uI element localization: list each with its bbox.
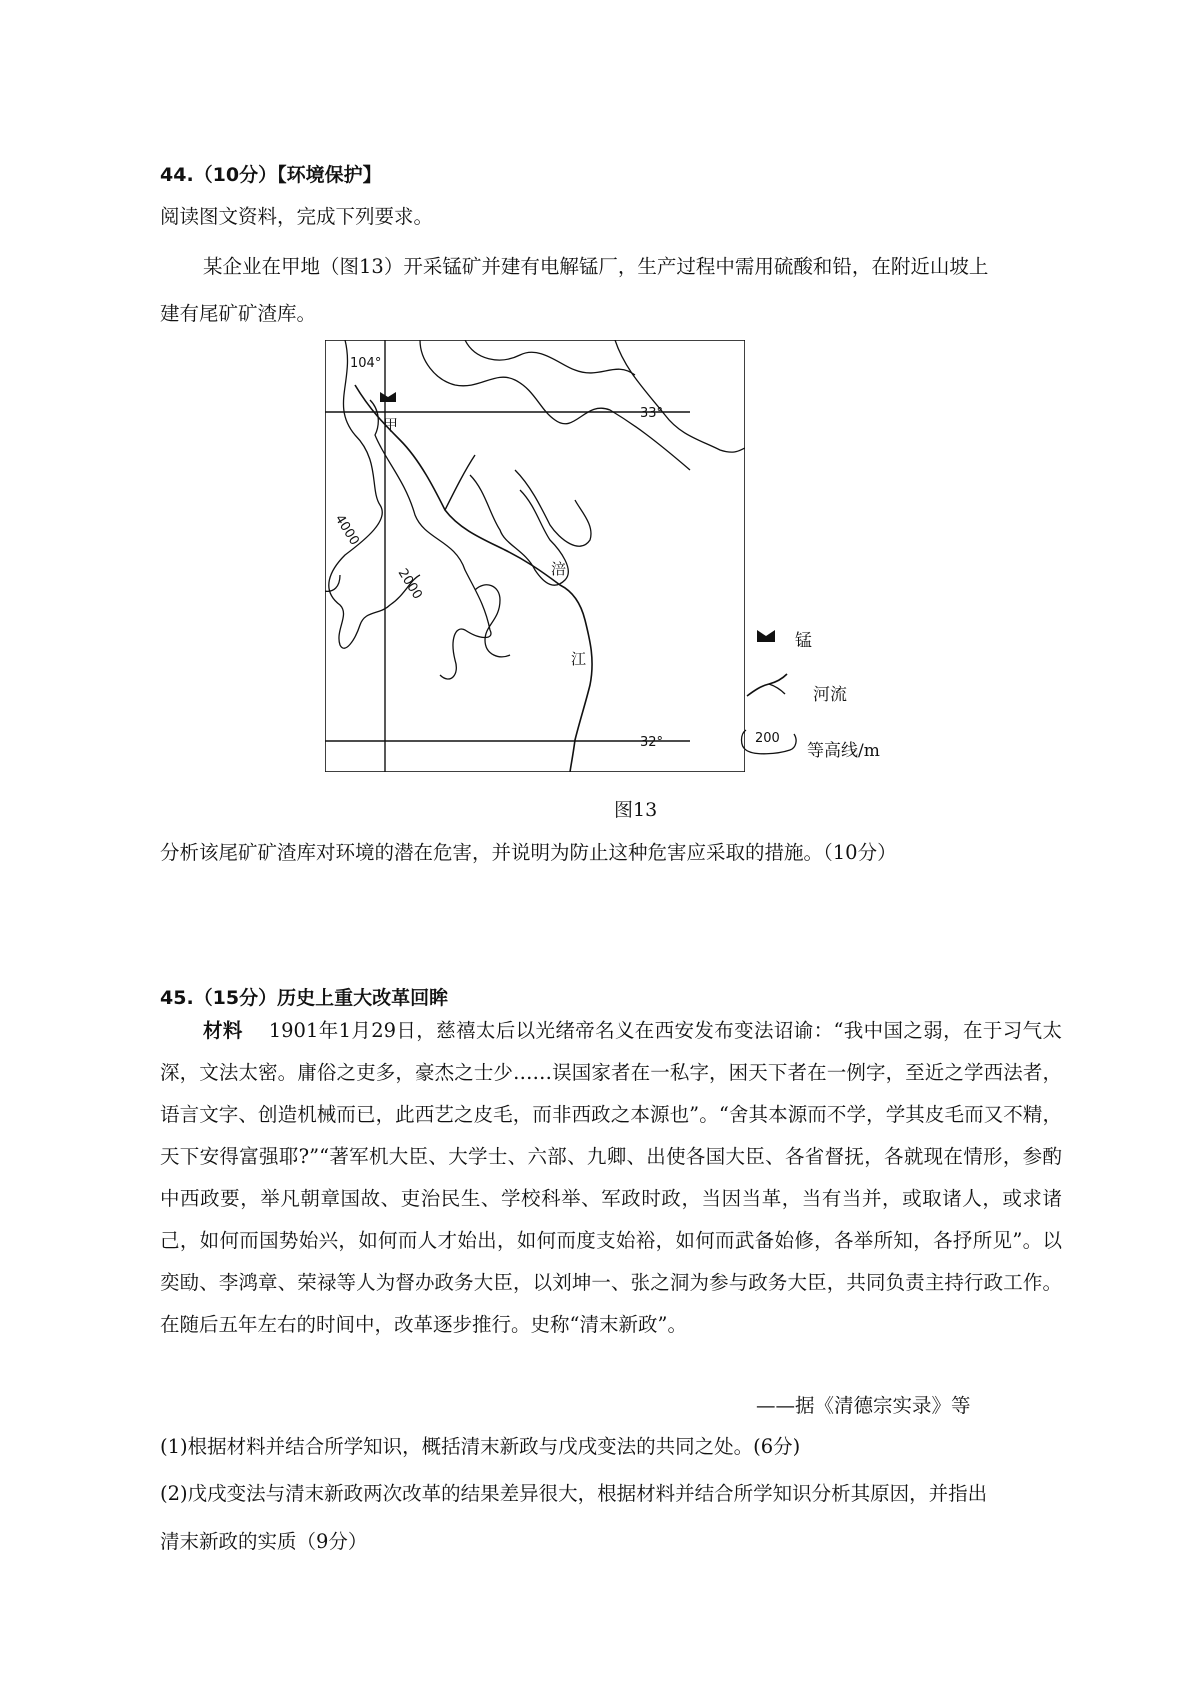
- river-fujiang: [355, 385, 592, 772]
- legend-contour-sample: 200: [755, 731, 780, 746]
- contour-top-right: [615, 340, 745, 452]
- label-river-fu: 涪: [551, 560, 567, 578]
- q44-question: 分析该尾矿矿渣库对环境的潜在危害，并说明为防止这种危害应采取的措施。（10分）: [160, 841, 897, 864]
- label-32: 32°: [640, 735, 664, 750]
- contour-left-loop: [325, 575, 340, 591]
- q44-heading: 44.（10分）【环境保护】: [160, 164, 382, 186]
- label-jia: 甲: [383, 416, 399, 434]
- figure-13-map: [325, 340, 745, 772]
- q45-subquestion-2-line1: (2)戊戌变法与清末新政两次改革的结果差异很大，根据材料并结合所学知识分析其原因，并指出: [160, 1482, 988, 1505]
- legend-contour-icon: [738, 724, 798, 758]
- label-33: 33°: [640, 406, 664, 421]
- legend-mine-icon: [755, 628, 777, 644]
- contour-mid-right: [515, 470, 591, 546]
- legend-contour-label: 等高线/m: [807, 741, 880, 761]
- figure-caption: 图13: [614, 799, 658, 821]
- q44-paragraph-line1: 某企业在甲地（图13）开采锰矿并建有电解锰厂，生产过程中需用硫酸和铅，在附近山坡上: [203, 255, 989, 278]
- legend-river-label: 河流: [813, 685, 847, 705]
- q44-paragraph-line2: 建有尾矿矿渣库。: [160, 302, 317, 325]
- map-frame: [325, 340, 745, 772]
- river-tributary: [445, 455, 475, 510]
- label-contour-2000: 2000: [394, 566, 425, 603]
- label-river-jiang: 江: [571, 650, 587, 668]
- q44-instruction: 阅读图文资料，完成下列要求。: [160, 205, 434, 228]
- contour-top: [465, 340, 635, 375]
- legend-mine-label: 锰: [795, 631, 812, 651]
- q45-source: ——据《清德宗实录》等: [756, 1394, 971, 1417]
- q45-material: [160, 1010, 1062, 1346]
- q45-subquestion-1: (1)根据材料并结合所学知识，概括清末新政与戊戌变法的共同之处。(6分): [160, 1435, 801, 1458]
- q45-subquestion-2-line2: 清末新政的实质（9分）: [160, 1530, 368, 1553]
- label-contour-4000-rot: 4000: [331, 512, 362, 549]
- material-label: 材料: [203, 1019, 243, 1042]
- contour-low-loop: [475, 585, 510, 657]
- material-text: 1901年1月29日，慈禧太后以光绪帝名义在西安发布变法诏谕：“我中国之弱，在于习气太深，文法太密。庸俗之吏多，豪杰之士少……误国家者在一私字，困天下者在一例字，至近之学西法者，语言文字、创造机械而已，此西艺之皮毛，而非西政之本源也”。“舍其本源而不学，学其皮毛而又不精，天下安得富强耶?”“著军机大臣、大学士、六部、九卿、出使各国大臣、各省督抚，各就现在情形，参酌中西政要，举凡朝章国故、吏治民生、学校科举、军政时政，当因当革，当有当并，或取诸人，或求诸己，如何而国势始兴，如何而人才始出，如何而度支始裕，如何而武备始修，各举所知，各抒所见”。以奕劻、李鸿章、荣禄等人为督办政务大臣，以刘坤一、张之洞为参与政务大臣，共同负责主持行政工作。在随后五年左右的时间中，改革逐步推行。史称“清末新政”。: [160, 1019, 1062, 1336]
- manganese-mine-icon: [380, 392, 396, 402]
- contour-2000: [370, 400, 491, 679]
- contour-4000: [329, 340, 420, 648]
- label-104: 104°: [350, 356, 382, 371]
- q45-heading: 45.（15分）历史上重大改革回眸: [160, 987, 449, 1009]
- legend-river-icon: [745, 672, 790, 698]
